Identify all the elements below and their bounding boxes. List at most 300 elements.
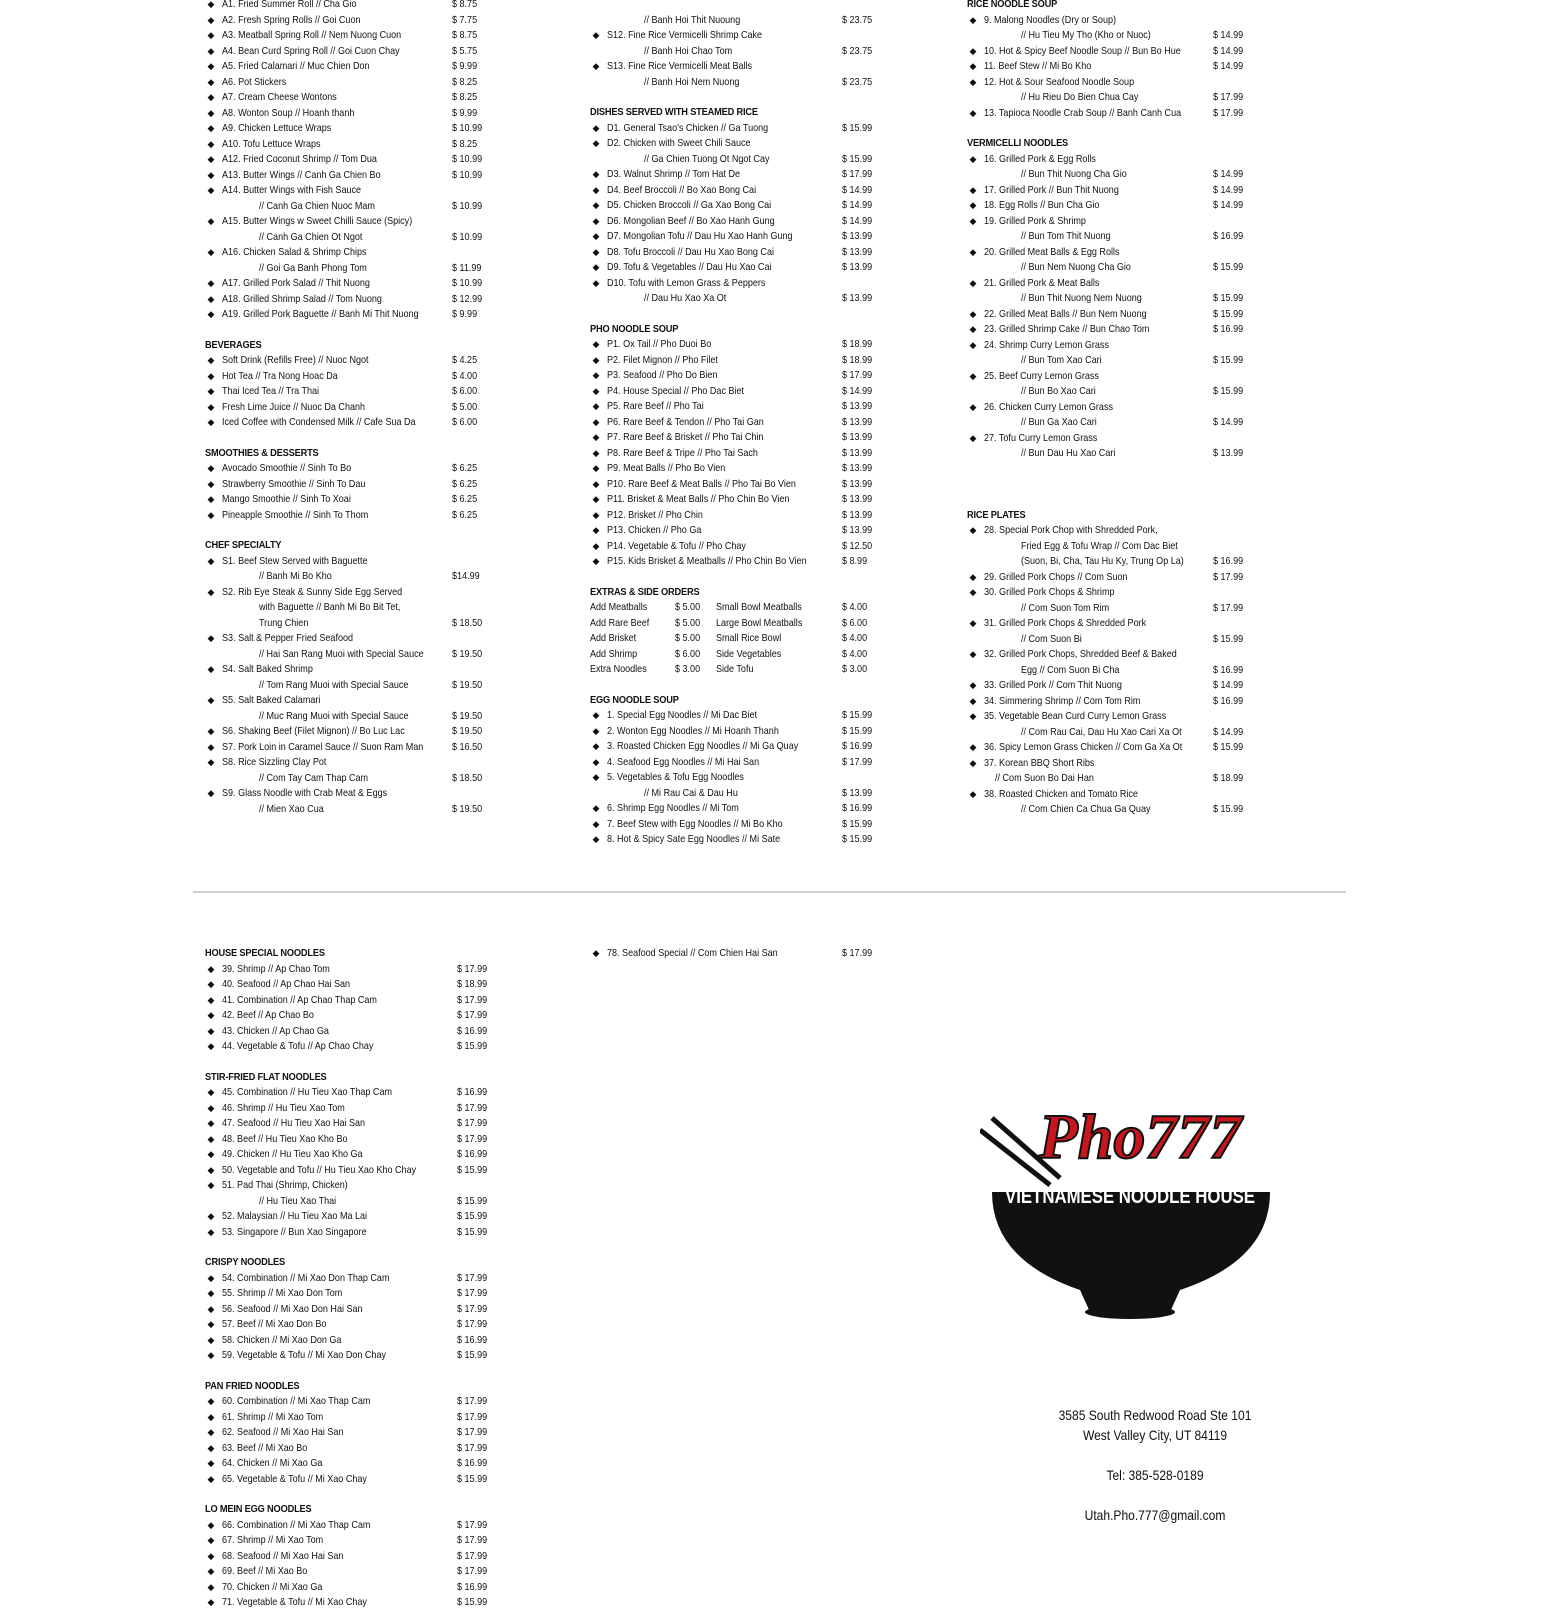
menu-item: [205, 631, 505, 662]
menu-item: [205, 1116, 505, 1132]
menu-item-name: Strawberry Smoothie // Sinh To Dau: [222, 477, 366, 490]
menu-item: [205, 1456, 505, 1472]
bullet-icon: ◆: [207, 92, 215, 102]
menu-item-price: $ 11.99: [452, 261, 482, 274]
bullet-icon: ◆: [207, 61, 215, 71]
menu-item: [205, 1564, 505, 1580]
bullet-icon: ◆: [207, 1473, 215, 1484]
bullet-icon: ◆: [592, 509, 600, 520]
menu-item: [590, 770, 890, 801]
menu-item-name: P7. Rare Beef & Brisket // Pho Tai Chin: [607, 431, 764, 443]
menu-item: [590, 724, 890, 740]
menu-item: [205, 369, 505, 385]
extras-row: [590, 647, 890, 663]
menu-item: [205, 1410, 505, 1426]
menu-item-subname: // Hai San Rang Muoi with Special Sauce: [259, 647, 424, 660]
menu-item-name: 16. Grilled Pork & Egg Rolls: [984, 152, 1096, 165]
menu-item-name: 25. Beef Curry Lemon Grass: [984, 369, 1099, 382]
menu-item-subname: // Muc Rang Muoi with Special Sauce: [259, 709, 409, 722]
menu-item-price: $ 23.75: [842, 13, 873, 26]
menu-item-price: $ 16.99: [1213, 323, 1244, 335]
menu-item: [967, 59, 1267, 75]
menu-item: [590, 415, 890, 431]
menu-item: [205, 1595, 505, 1611]
bullet-icon: ◆: [207, 247, 215, 257]
menu-item-name: 45. Combination // Hu Tieu Xao Thap Cam: [222, 1086, 392, 1098]
menu-item-name: 78. Seafood Special // Com Chien Hai San: [607, 947, 778, 959]
bullet-icon: ◆: [207, 478, 215, 489]
menu-item-name: 43. Chicken // Ap Chao Ga: [222, 1024, 329, 1037]
menu-item: [967, 647, 1267, 678]
bullet-icon: ◆: [969, 587, 977, 597]
menu-item-name: 70. Chicken // Mi Xao Ga: [222, 1580, 323, 1593]
menu-item-price: $ 15.99: [457, 1163, 488, 1176]
menu-item-name: 12. Hot & Sour Seafood Noodle Soup: [984, 75, 1135, 88]
menu-item-name: 24. Shrimp Curry Lemon Grass: [984, 338, 1109, 351]
menu-item-name: 27. Tofu Curry Lemon Grass: [984, 431, 1098, 444]
menu-item-price: $ 14.99: [1213, 60, 1244, 72]
menu-item-name: D10. Tofu with Lemon Grass & Peppers: [607, 276, 766, 289]
menu-item: [205, 0, 505, 13]
menu-item-name: P10. Rare Beef & Meat Balls // Pho Tai Bo Vien: [607, 477, 796, 490]
extras-price: $ 4.00: [842, 601, 868, 613]
menu-item-price: $ 6.25: [452, 477, 478, 490]
menu-item: [590, 183, 890, 199]
menu-item-name: P13. Chicken // Pho Ga: [607, 524, 702, 536]
menu-item: [590, 801, 890, 817]
menu-item-price: $ 19.50: [452, 802, 483, 815]
bullet-icon: ◆: [207, 1396, 215, 1406]
menu-item: [205, 1425, 505, 1441]
menu-item-price: $ 17.99: [457, 1518, 488, 1531]
bullet-icon: ◆: [592, 231, 600, 241]
menu-item-name: A7. Cream Cheese Wontons: [222, 91, 337, 103]
menu-item-price: $ 15.99: [457, 1210, 488, 1222]
extras-row: [590, 631, 890, 647]
address-line-1: 3585 South Redwood Road Ste 101: [1058, 1407, 1252, 1423]
menu-item-price: $ 8.25: [452, 137, 478, 150]
menu-item-name: S5. Salt Baked Calamari: [222, 694, 321, 706]
menu-item-name: A6. Pot Stickers: [222, 75, 287, 88]
menu-item-price: $ 18.50: [452, 616, 483, 629]
bullet-icon: ◆: [592, 401, 600, 411]
menu-item: [205, 152, 505, 168]
menu-item-price: $ 17.99: [457, 1395, 488, 1407]
menu-item-price: $ 15.99: [1213, 741, 1244, 753]
menu-item: [590, 539, 890, 555]
section-title: HOUSE SPECIAL NOODLES: [205, 947, 325, 959]
bullet-icon: ◆: [207, 309, 215, 319]
menu-item: [590, 59, 890, 90]
menu-item-name: 64. Chicken // Mi Xao Ga: [222, 1457, 323, 1469]
menu-item-name: 19. Grilled Pork & Shrimp: [984, 214, 1086, 227]
menu-item-price: $ 15.99: [457, 1040, 488, 1052]
section-title: EXTRAS & SIDE ORDERS: [590, 585, 700, 598]
bullet-icon: ◆: [969, 432, 977, 443]
menu-item-price: $ 13.99: [842, 431, 873, 443]
bullet-icon: ◆: [207, 1319, 215, 1329]
menu-item-name: Thai Iced Tea // Tra Thai: [222, 385, 320, 397]
menu-item-name: A13. Butter Wings // Canh Ga Chien Bo: [222, 168, 381, 181]
bullet-icon: ◆: [207, 185, 215, 195]
menu-item: [590, 28, 890, 59]
menu-item-name: S9. Glass Noodle with Crab Meat & Eggs: [222, 787, 388, 799]
menu-item: [205, 245, 505, 276]
bullet-icon: ◆: [969, 695, 977, 706]
extras-name: Add Shrimp: [590, 647, 638, 660]
menu-item-name: 10. Hot & Spicy Beef Noodle Soup // Bun Bo Hue: [984, 44, 1181, 57]
menu-item-price: $ 16.99: [457, 1086, 488, 1098]
menu-item-price: $ 15.99: [842, 709, 873, 721]
menu-item: [205, 1101, 505, 1117]
menu-item: [205, 168, 505, 184]
menu-item-subname: Trung Chien: [259, 616, 309, 629]
menu-item-subname: // Bun Thit Nuong Nem Nuong: [1021, 292, 1142, 304]
menu-item: [205, 276, 505, 292]
menu-item-price: $ 6.25: [452, 508, 478, 521]
menu-item-price: $ 16.99: [842, 802, 873, 814]
menu-item: [590, 739, 890, 755]
menu-item-subname: // Mi Rau Cai & Dau Hu: [644, 786, 738, 799]
section-title: DISHES SERVED WITH STEAMED RICE: [590, 106, 758, 118]
menu-item-price: $ 13.99: [842, 261, 873, 273]
menu-item-price: $ 17.99: [1213, 106, 1244, 119]
bullet-icon: ◆: [969, 308, 977, 319]
bullet-icon: ◆: [969, 76, 977, 87]
menu-item: [967, 694, 1267, 710]
menu-item-name: Soft Drink (Refills Free) // Nuoc Ngot: [222, 354, 369, 366]
menu-item: [205, 1039, 505, 1055]
bullet-icon: ◆: [207, 0, 215, 9]
menu-item-name: D2. Chicken with Sweet Chili Sauce: [607, 137, 751, 149]
menu-item-subname: // Ga Chien Tuong Ot Ngot Cay: [644, 152, 770, 165]
menu-item-name: P14. Vegetable & Tofu // Pho Chay: [607, 539, 746, 552]
bowl-logo-icon: [980, 1100, 1280, 1340]
menu-item-price: $ 16.99: [1213, 694, 1244, 707]
menu-item: [205, 1085, 505, 1101]
bullet-icon: ◆: [207, 555, 215, 566]
menu-item-name: S6. Shaking Beef (Filet Mignon) // Bo Luc Lac: [222, 725, 405, 737]
bullet-icon: ◆: [207, 1334, 215, 1345]
menu-item: [967, 369, 1267, 400]
bullet-icon: ◆: [207, 1164, 215, 1175]
bullet-icon: ◆: [592, 710, 600, 720]
menu-item-price: $ 19.50: [452, 725, 483, 737]
menu-item-price: $ 13.99: [842, 230, 873, 242]
menu-item-price: $ 4.25: [452, 354, 478, 366]
section-title: RICE NOODLE SOUP: [967, 0, 1058, 10]
menu-item-name: 66. Combination // Mi Xao Thap Cam: [222, 1518, 371, 1531]
bullet-icon: ◆: [207, 979, 215, 989]
bullet-icon: ◆: [207, 154, 215, 164]
menu-item-name: 71. Vegetable & Tofu // Mi Xao Chay: [222, 1596, 367, 1608]
menu-item: [205, 1348, 505, 1364]
menu-item: [205, 755, 505, 786]
extras-price: $ 3.00: [842, 663, 868, 675]
menu-item: [590, 817, 890, 833]
menu-item-price: $ 13.99: [842, 508, 873, 521]
bullet-icon: ◆: [592, 61, 600, 71]
menu-item-price: $ 14.99: [1213, 725, 1244, 738]
extras-name: Side Vegetables: [716, 647, 782, 660]
bullet-icon: ◆: [207, 1442, 215, 1453]
menu-item-name: 31. Grilled Pork Chops & Shredded Pork: [984, 617, 1147, 629]
menu-item: [205, 44, 505, 60]
menu-item-price: $ 8.99: [842, 555, 868, 567]
menu-item: [205, 585, 505, 632]
menu-item: [967, 106, 1267, 122]
bullet-icon: ◆: [207, 355, 215, 365]
menu-item-name: P6. Rare Beef & Tendon // Pho Tai Gan: [607, 415, 764, 428]
bullet-icon: ◆: [969, 324, 977, 334]
menu-item: [590, 492, 890, 508]
menu-item: [967, 740, 1267, 756]
menu-item-price: $ 17.99: [457, 1009, 488, 1021]
menu-item-price: $ 13.99: [842, 477, 873, 490]
menu-item-name: S3. Salt & Pepper Fried Seafood: [222, 632, 354, 644]
bullet-icon: ◆: [592, 803, 600, 813]
extras-row: [590, 616, 890, 632]
menu-item-price: $ 14.99: [1213, 44, 1244, 57]
menu-item: [590, 755, 890, 771]
menu-item-price: $ 7.75: [452, 13, 478, 26]
bullet-icon: ◆: [969, 153, 977, 164]
menu-item-price: $14.99: [452, 570, 480, 582]
restaurant-logo: [980, 1100, 1280, 1340]
menu-item: [205, 1132, 505, 1148]
menu-item-name: D9. Tofu & Vegetables // Dau Hu Xao Cai: [607, 261, 772, 273]
menu-item: [205, 1271, 505, 1287]
menu-item-name: 3. Roasted Chicken Egg Noodles // Mi Ga Quay: [607, 740, 799, 752]
menu-item: [205, 962, 505, 978]
menu-item-name: D7. Mongolian Tofu // Dau Hu Xao Hanh Gung: [607, 230, 793, 242]
menu-item-name: 55. Shrimp // Mi Xao Don Tom: [222, 1287, 343, 1299]
menu-item: [205, 1302, 505, 1318]
menu-item: [205, 28, 505, 44]
bullet-icon: ◆: [207, 1350, 215, 1360]
menu-item-name: D4. Beef Broccoli // Bo Xao Bong Cai: [607, 183, 757, 196]
menu-item-subname: // Com Tay Cam Thap Cam: [259, 771, 369, 784]
menu-item-subname: // Bun Ga Xao Cari: [1021, 416, 1097, 428]
bullet-icon: ◆: [207, 1535, 215, 1545]
menu-item-name: 29. Grilled Pork Chops // Com Suon: [984, 570, 1128, 583]
menu-item-price: $ 17.99: [842, 755, 873, 768]
bullet-icon: ◆: [207, 1102, 215, 1113]
menu-item-price: $ 8.75: [452, 29, 478, 41]
menu-item: [205, 477, 505, 493]
menu-item-name: P4. House Special // Pho Dac Biet: [607, 384, 745, 397]
section-title: STIR-FRIED FLAT NOODLES: [205, 1070, 327, 1083]
menu-item-price: $ 9.99: [452, 308, 478, 320]
menu-item-subname: // Banh Mi Bo Kho: [259, 570, 332, 582]
menu-item: [205, 1008, 505, 1024]
bullet-icon: ◆: [207, 1118, 215, 1128]
menu-item-name: A14. Butter Wings with Fish Sauce: [222, 184, 362, 196]
menu-item-name: P12. Brisket // Pho Chin: [607, 508, 703, 521]
bullet-icon: ◆: [969, 649, 977, 659]
menu-item-price: $ 23.75: [842, 75, 873, 88]
menu-item-subname: // Com Chien Ca Chua Ga Quay: [1021, 803, 1151, 815]
bullet-icon: ◆: [592, 262, 600, 272]
menu-item-price: $ 17.99: [842, 947, 873, 959]
menu-item-name: 38. Roasted Chicken and Tomato Rice: [984, 787, 1138, 800]
menu-item: [590, 384, 890, 400]
bullet-icon: ◆: [969, 370, 977, 381]
bullet-icon: ◆: [969, 61, 977, 71]
bullet-icon: ◆: [592, 432, 600, 442]
section-title: LO MEIN EGG NOODLES: [205, 1503, 312, 1515]
menu-item-name: 21. Grilled Pork & Meat Balls: [984, 276, 1100, 289]
menu-item-price: $ 17.99: [457, 1302, 488, 1315]
menu-item: [967, 338, 1267, 369]
menu-item-name: 59. Vegetable & Tofu // Mi Xao Don Chay: [222, 1349, 386, 1361]
menu-item-subname: // Com Suon Tom Rim: [1021, 601, 1110, 614]
menu-item: [590, 446, 890, 462]
menu-item-name: A16. Chicken Salad & Shrimp Chips: [222, 246, 367, 258]
menu-item-price: $ 14.99: [842, 384, 873, 397]
bullet-icon: ◆: [969, 788, 977, 799]
menu-item: [590, 276, 890, 307]
menu-item: [967, 198, 1267, 214]
menu-item-price: $ 13.99: [842, 462, 873, 474]
bullet-icon: ◆: [969, 742, 977, 752]
bullet-icon: ◆: [207, 963, 215, 974]
menu-item-name: 67. Shrimp // Mi Xao Tom: [222, 1534, 324, 1546]
menu-item-price: $ 17.99: [457, 1101, 488, 1114]
menu-item-price: $ 18.99: [842, 353, 873, 366]
bullet-icon: ◆: [592, 556, 600, 566]
menu-column-4: [205, 946, 505, 1611]
menu-item: [205, 1209, 505, 1225]
menu-item-name: P3. Seafood // Pho Do Bien: [607, 369, 718, 381]
menu-item-name: 60. Combination // Mi Xao Thap Cam: [222, 1395, 371, 1407]
menu-item: [967, 75, 1267, 106]
menu-item-name: A17. Grilled Pork Salad // Thit Nuong: [222, 277, 370, 289]
menu-item: [967, 787, 1267, 818]
menu-item-price: $ 17.99: [457, 1426, 488, 1438]
menu-item: [205, 1024, 505, 1040]
extras-name: Extra Noodles: [590, 663, 647, 675]
bullet-icon: ◆: [969, 339, 977, 350]
menu-item-price: $ 13.99: [842, 786, 873, 799]
menu-item-price: $ 17.99: [842, 369, 873, 381]
menu-item-name: D8. Tofu Broccoli // Dau Hu Xao Bong Cai: [607, 245, 774, 258]
menu-item-name: 46. Shrimp // Hu Tieu Xao Tom: [222, 1101, 345, 1114]
extras-name: Side Tofu: [716, 663, 754, 675]
menu-item-name: 36. Spicy Lemon Grass Chicken // Com Ga Xa Ot: [984, 741, 1183, 753]
menu-item-name: 28. Special Pork Chop with Shredded Pork,: [984, 524, 1158, 536]
menu-item-price: $ 16.99: [457, 1148, 488, 1160]
menu-item: [590, 832, 890, 848]
menu-item-subname: // Mien Xao Cua: [259, 802, 324, 815]
bullet-icon: ◆: [207, 726, 215, 736]
bullet-icon: ◆: [207, 1149, 215, 1159]
menu-item-price: $ 15.99: [1213, 292, 1244, 304]
bullet-icon: ◆: [207, 107, 215, 118]
menu-item-name: Fresh Lime Juice // Nuoc Da Chanh: [222, 400, 366, 413]
extras-name: Add Meatballs: [590, 601, 648, 613]
menu-item-price: $ 14.99: [1213, 679, 1244, 691]
menu-item-name: A5. Fried Calamari // Muc Chien Don: [222, 60, 370, 72]
menu-item-price: $ 13.99: [842, 446, 873, 459]
menu-item-name: 35. Vegetable Bean Curd Curry Lemon Grass: [984, 710, 1167, 722]
phone-number: Tel: 385-528-0189: [1106, 1467, 1204, 1483]
menu-item-name: 68. Seafood // Mi Xao Hai San: [222, 1549, 344, 1562]
menu-item-price: $ 16.99: [842, 740, 873, 752]
menu-item-name: Hot Tea // Tra Nong Hoac Da: [222, 369, 338, 382]
menu-item-subname: // Bun Nem Nuong Cha Gio: [1021, 261, 1131, 273]
menu-item: [590, 260, 890, 276]
menu-item-name: 30. Grilled Pork Chops & Shrimp: [984, 586, 1115, 598]
bullet-icon: ◆: [207, 994, 215, 1005]
menu-item: [205, 183, 505, 214]
bullet-icon: ◆: [207, 1550, 215, 1561]
menu-item: [967, 307, 1267, 323]
bullet-icon: ◆: [592, 385, 600, 396]
menu-item-price: $ 16.50: [452, 740, 483, 753]
section-title: EGG NOODLE SOUP: [590, 693, 679, 706]
menu-item-price: $ 8.25: [452, 91, 478, 103]
menu-item: [967, 678, 1267, 694]
bullet-icon: ◆: [592, 354, 600, 365]
bullet-icon: ◆: [969, 571, 977, 582]
menu-column-2: [590, 0, 890, 848]
menu-item-name: P11. Brisket & Meat Balls // Pho Chin Bo Vien: [607, 493, 790, 505]
bullet-icon: ◆: [592, 122, 600, 133]
menu-item-price: $ 10.99: [452, 153, 483, 165]
bullet-icon: ◆: [592, 948, 600, 958]
menu-item-price: $ 14.99: [842, 199, 873, 211]
bullet-icon: ◆: [207, 1581, 215, 1592]
menu-item-name: S13. Fine Rice Vermicelli Meat Balls: [607, 60, 753, 72]
bullet-icon: ◆: [969, 14, 977, 25]
menu-item-name: 34. Simmering Shrimp // Com Tom Rim: [984, 694, 1141, 707]
bullet-icon: ◆: [592, 494, 600, 504]
menu-item-price: $ 8.75: [452, 0, 478, 10]
menu-item-price: $ 14.99: [1213, 199, 1244, 211]
extras-row: [590, 662, 890, 678]
menu-item-price: $ 17.99: [457, 1132, 488, 1145]
bullet-icon: ◆: [592, 370, 600, 380]
bullet-icon: ◆: [207, 586, 215, 597]
menu-item-name: D3. Walnut Shrimp // Tom Hat De: [607, 168, 740, 180]
bullet-icon: ◆: [969, 277, 977, 288]
menu-item: [205, 1286, 505, 1302]
menu-item-name: P1. Ox Tail // Pho Duoi Bo: [607, 338, 712, 350]
bullet-icon: ◆: [207, 123, 215, 133]
menu-item: [967, 585, 1267, 616]
menu-item: [205, 400, 505, 416]
extras-name: Large Bowl Meatballs: [716, 616, 803, 629]
menu-item-price: $ 14.99: [842, 214, 873, 227]
menu-item-price: $ 10.99: [452, 230, 483, 243]
menu-item-name: A10. Tofu Lettuce Wraps: [222, 137, 321, 150]
menu-column-5: [590, 946, 890, 962]
menu-item: [205, 106, 505, 122]
menu-item: [205, 1580, 505, 1596]
menu-item-name: 7. Beef Stew with Egg Noodles // Mi Bo Kho: [607, 817, 783, 830]
menu-item: [205, 1533, 505, 1549]
menu-item-price: $ 15.99: [842, 817, 873, 830]
menu-item-name: 48. Beef // Hu Tieu Xao Kho Bo: [222, 1132, 348, 1145]
menu-item-name: Iced Coffee with Condensed Milk // Cafe Sua Da: [222, 416, 416, 428]
extras-name: Add Brisket: [590, 632, 637, 644]
bullet-icon: ◆: [207, 386, 215, 396]
extras-price: $ 5.00: [675, 601, 701, 613]
bullet-icon: ◆: [592, 741, 600, 751]
bullet-icon: ◆: [969, 107, 977, 118]
bullet-icon: ◆: [207, 370, 215, 381]
